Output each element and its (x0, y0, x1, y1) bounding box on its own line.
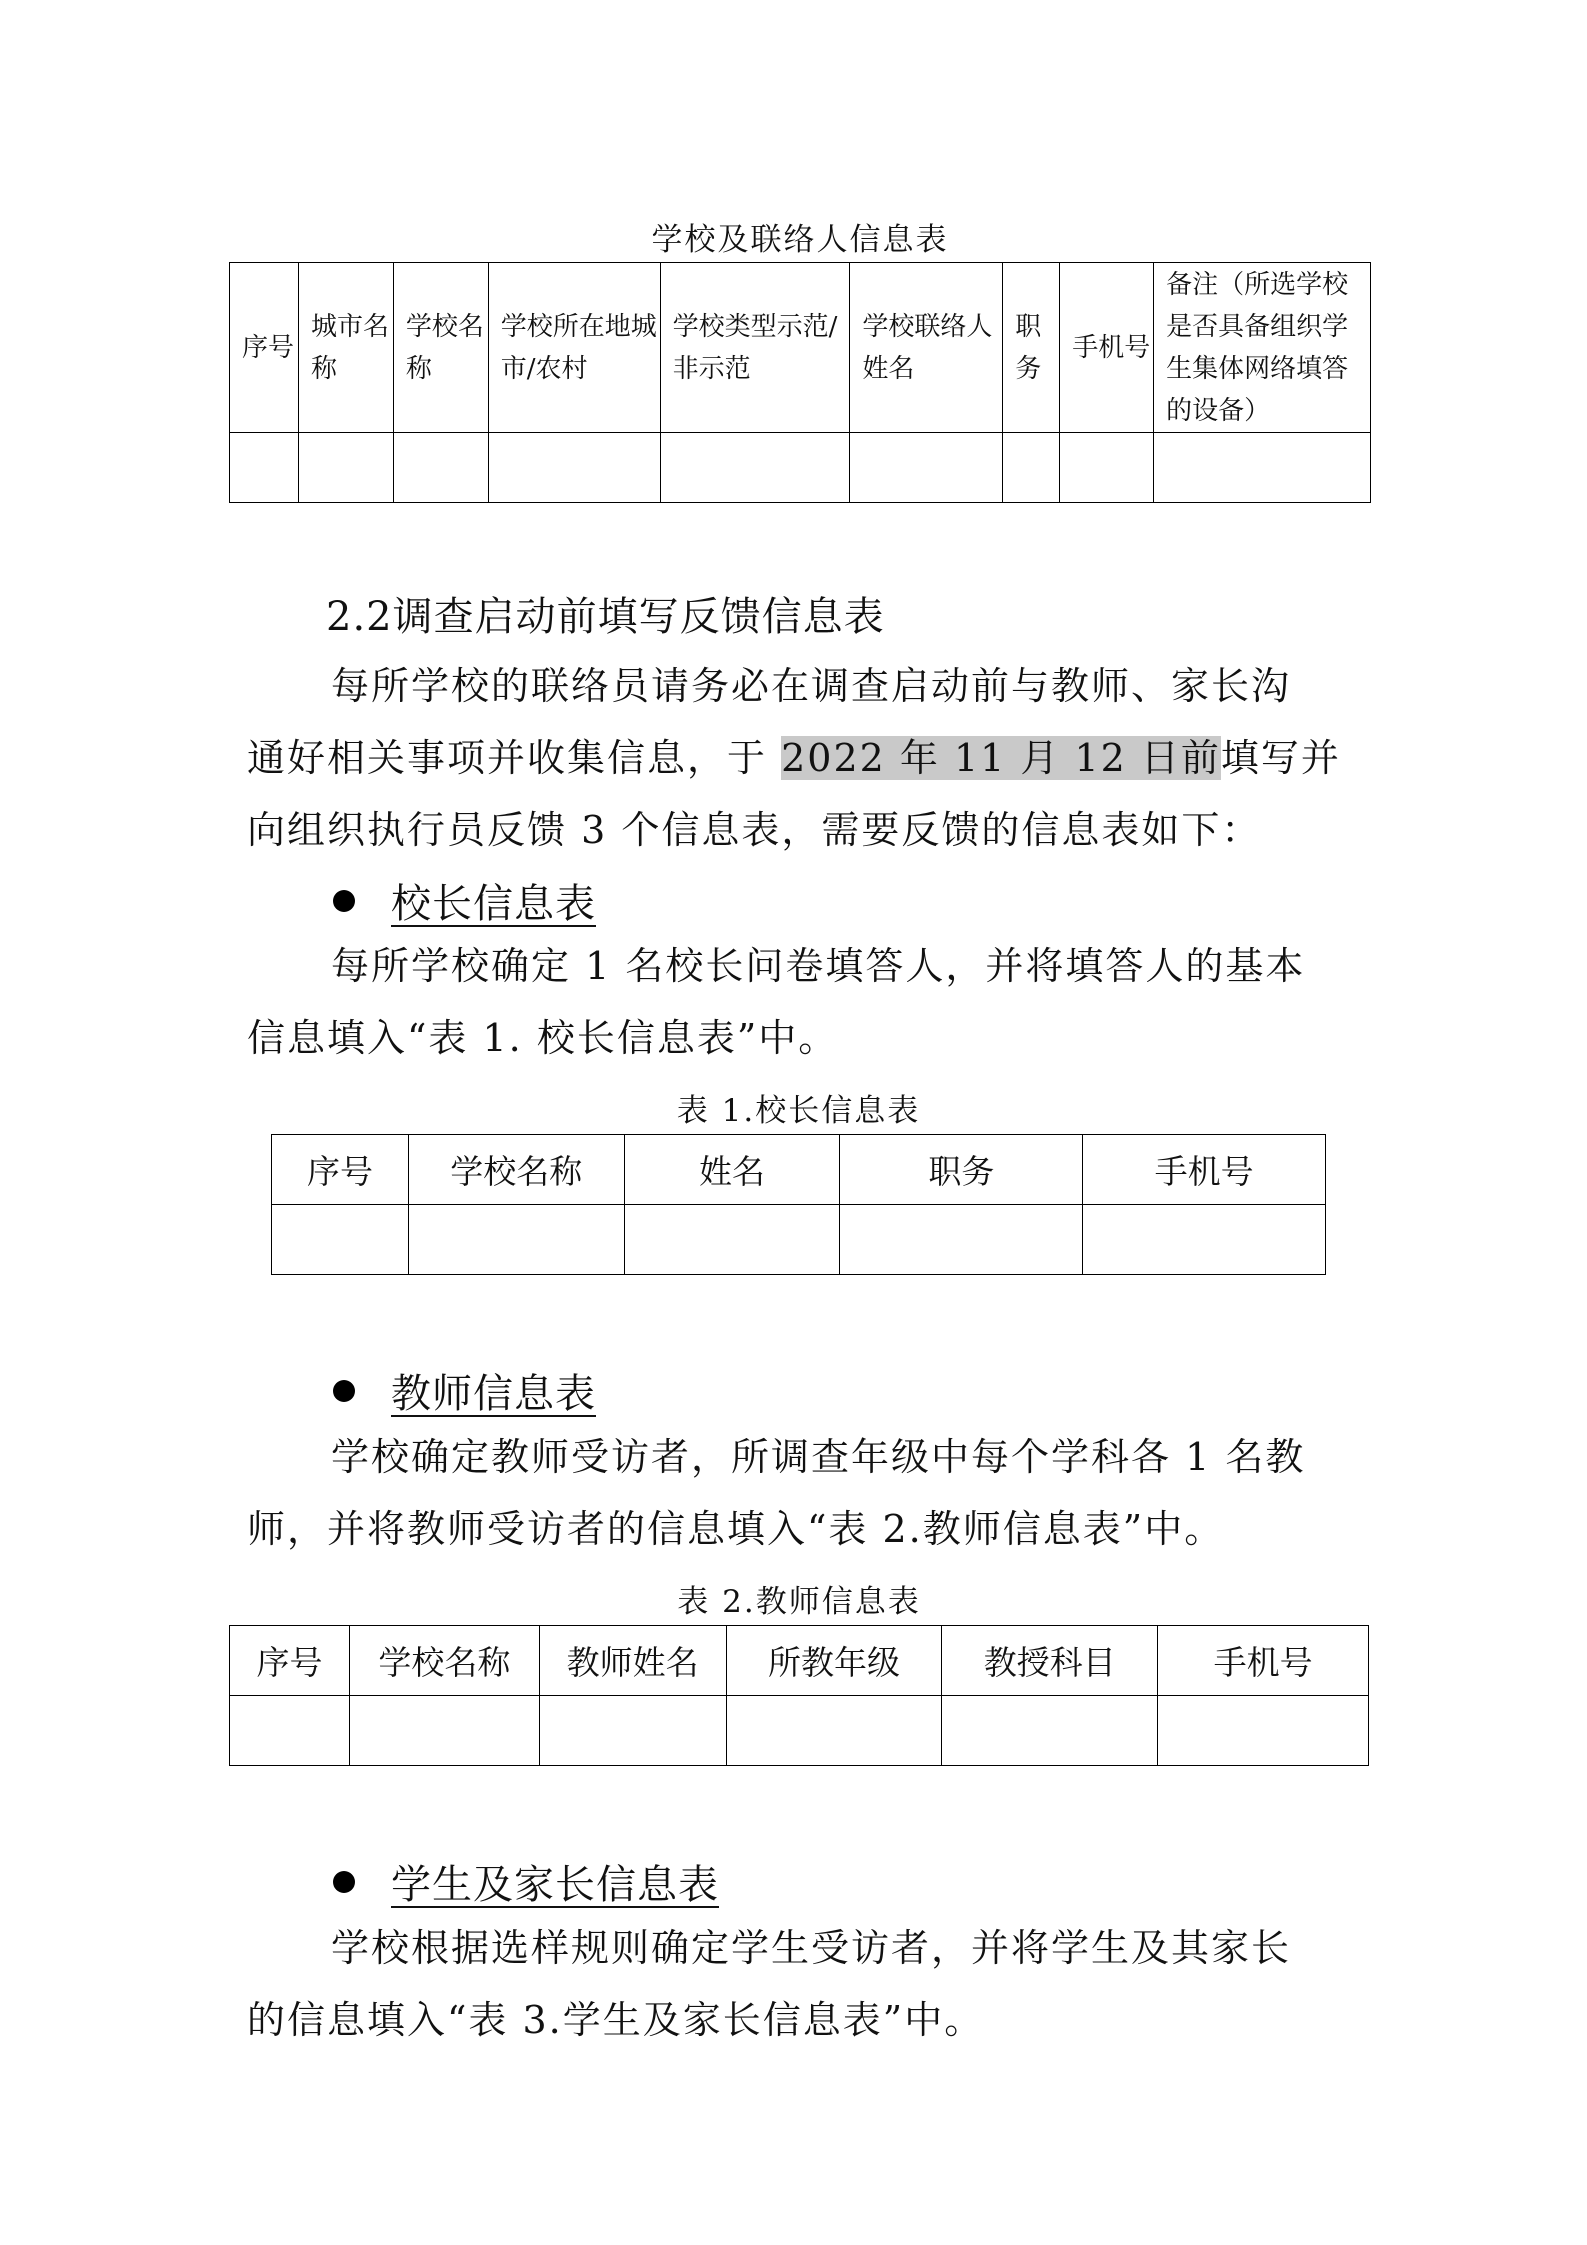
bullet-icon (333, 1871, 355, 1893)
table2-caption: 表 2.教师信息表 (677, 1584, 921, 1620)
table-row (272, 1205, 1326, 1275)
table-cell[interactable] (298, 433, 393, 503)
student-line-1: 学校根据选样规则确定学生受访者，并将学生及其家长 (331, 1926, 1292, 1970)
student-paragraph (247, 1912, 1367, 2056)
header-cell: 学校所在地城市/农村 (488, 263, 660, 433)
header-cell: 学校联络人姓名 (850, 263, 1003, 433)
table-cell[interactable] (726, 1696, 942, 1766)
header-cell: 学校名称 (393, 263, 488, 433)
header-cell: 学校名称 (408, 1135, 624, 1205)
bullet-icon (333, 890, 355, 912)
header-cell: 序号 (272, 1135, 409, 1205)
intro-line-2-text: 通好相关事项并收集信息，于 (247, 736, 782, 780)
header-cell: 教师姓名 (539, 1626, 726, 1696)
bullet-icon (333, 1380, 355, 1402)
table-cell[interactable] (408, 1205, 624, 1275)
header-cell: 教授科目 (942, 1626, 1158, 1696)
section-intro (247, 650, 1367, 866)
table-cell[interactable] (624, 1205, 840, 1275)
table-cell[interactable] (660, 433, 850, 503)
teacher-line-2: 师，并将教师受访者的信息填入“表 2.教师信息表”中。 (247, 1507, 1225, 1551)
table-cell[interactable] (349, 1696, 539, 1766)
table-cell[interactable] (272, 1205, 409, 1275)
teacher-line-1: 学校确定教师受访者，所调查年级中每个学科各 1 名教 (331, 1435, 1306, 1479)
table-cell[interactable] (1060, 433, 1154, 503)
teacher-bullet (333, 1362, 596, 1419)
table-cell[interactable] (1003, 433, 1060, 503)
table-cell[interactable] (539, 1696, 726, 1766)
table-cell[interactable] (840, 1205, 1083, 1275)
intro-line-2-end: 填写并 (1220, 736, 1341, 780)
table-cell[interactable] (942, 1696, 1158, 1766)
student-bullet-label: 学生及家长信息表 (391, 1862, 719, 1908)
principal-paragraph (247, 930, 1367, 1074)
table-cell[interactable] (230, 433, 299, 503)
intro-line-3: 向组织执行员反馈 3 个信息表，需要反馈的信息表如下： (247, 808, 1262, 852)
table-row (230, 433, 1371, 503)
principal-line-2: 信息填入“表 1. 校长信息表”中。 (247, 1016, 839, 1060)
table-header-row (272, 1135, 1326, 1205)
table-header-row (230, 1626, 1369, 1696)
header-cell: 学校类型示范/非示范 (660, 263, 850, 433)
header-cell: 手机号 (1060, 263, 1154, 433)
student-line-2: 的信息填入“表 3.学生及家长信息表”中。 (247, 1998, 985, 2042)
principal-bullet-label: 校长信息表 (391, 881, 596, 927)
header-cell: 城市名称 (298, 263, 393, 433)
header-cell: 手机号 (1083, 1135, 1326, 1205)
table0-caption: 学校及联络人信息表 (651, 222, 949, 258)
table-cell[interactable] (230, 1696, 350, 1766)
header-cell: 备注（所选学校是否具备组织学生集体网络填答的设备） (1154, 263, 1371, 433)
header-cell: 序号 (230, 263, 299, 433)
principal-line-1: 每所学校确定 1 名校长问卷填答人，并将填答人的基本 (331, 944, 1306, 988)
header-cell: 姓名 (624, 1135, 840, 1205)
teacher-paragraph (247, 1421, 1367, 1565)
header-cell: 学校名称 (349, 1626, 539, 1696)
table-cell[interactable] (1083, 1205, 1326, 1275)
intro-line-2 (247, 722, 1367, 794)
table-cell[interactable] (1158, 1696, 1369, 1766)
school-contact-table (229, 262, 1371, 503)
teacher-table (229, 1625, 1369, 1766)
header-cell: 序号 (230, 1626, 350, 1696)
table-cell[interactable] (393, 433, 488, 503)
table-header-row (230, 263, 1371, 433)
principal-bullet (333, 872, 596, 929)
header-cell: 职务 (1003, 263, 1060, 433)
section-heading: 2.2调查启动前填写反馈信息表 (326, 594, 885, 640)
intro-line-1: 每所学校的联络员请务必在调查启动前与教师、家长沟 (331, 664, 1292, 708)
header-cell: 所教年级 (726, 1626, 942, 1696)
header-cell: 职务 (840, 1135, 1083, 1205)
table1-caption: 表 1.校长信息表 (676, 1093, 921, 1129)
teacher-bullet-label: 教师信息表 (391, 1371, 596, 1417)
table-cell[interactable] (850, 433, 1003, 503)
deadline-highlight: 2022 年 11 月 12 日前 (781, 736, 1221, 780)
principal-table (271, 1134, 1326, 1275)
table-cell[interactable] (1154, 433, 1371, 503)
table-row (230, 1696, 1369, 1766)
header-cell: 手机号 (1158, 1626, 1369, 1696)
student-bullet (333, 1853, 719, 1910)
table-cell[interactable] (488, 433, 660, 503)
